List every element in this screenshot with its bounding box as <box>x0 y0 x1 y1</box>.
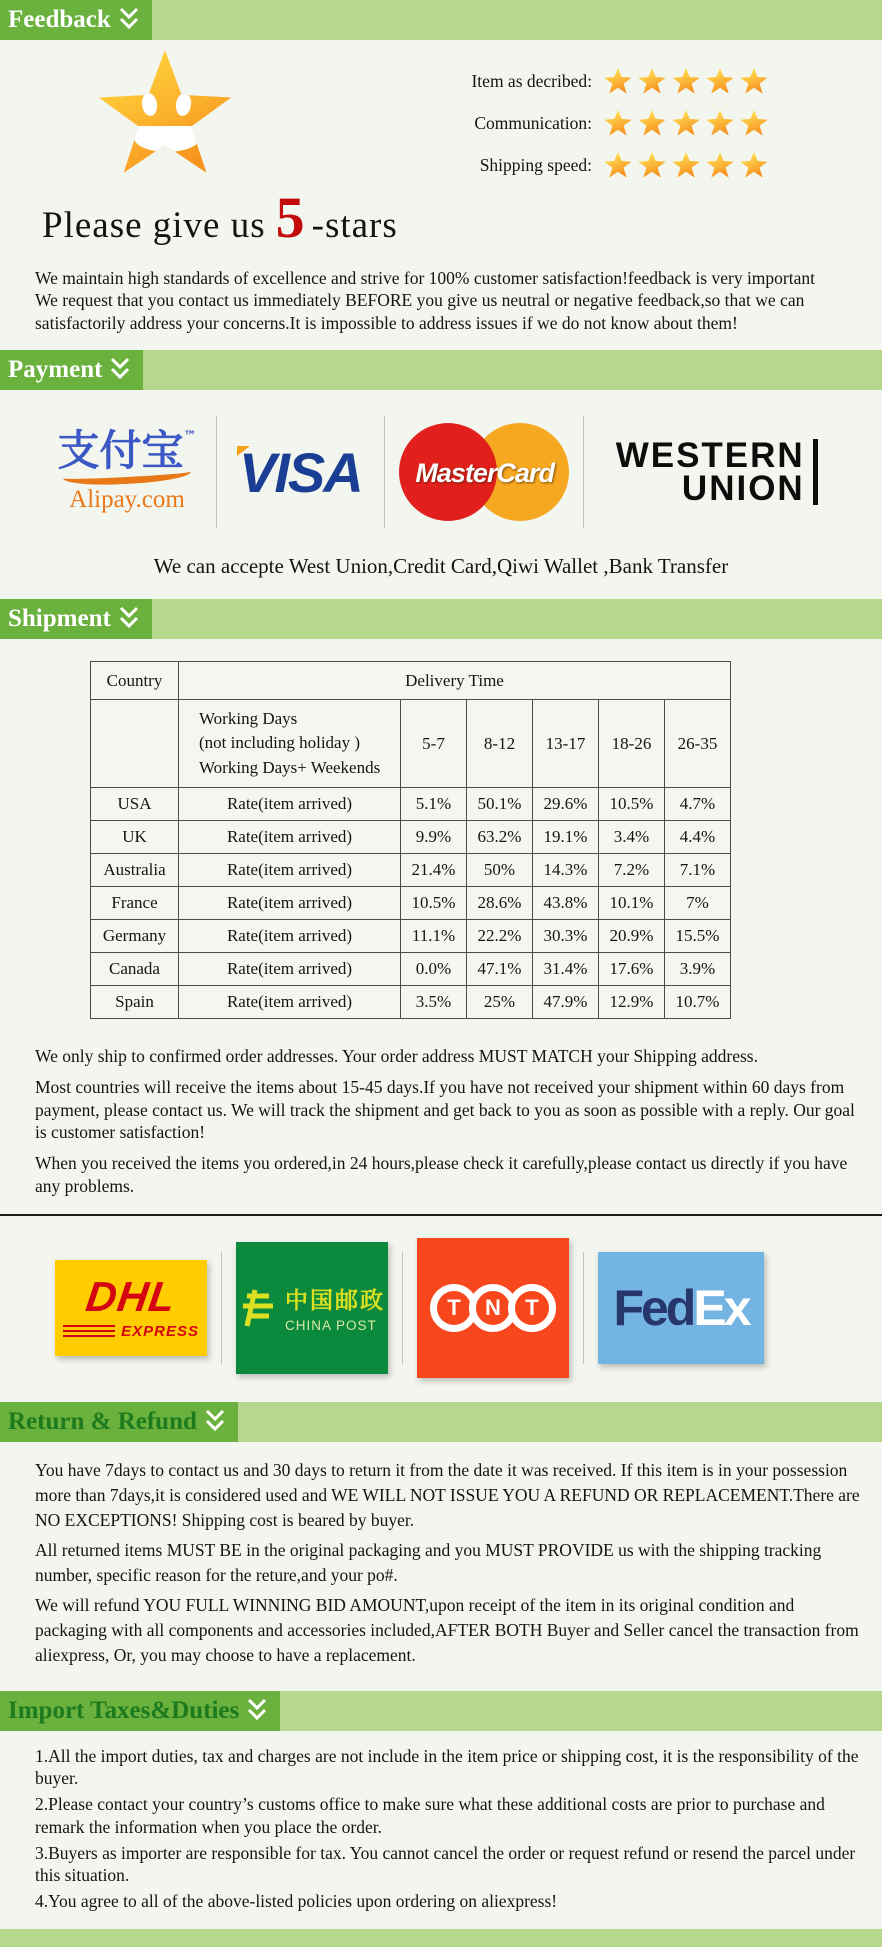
day-range-cell: 8-12 <box>467 700 533 788</box>
rate-cell: 31.4% <box>533 953 599 986</box>
shipment-section <box>0 599 882 1402</box>
rate-cell: 10.5% <box>401 887 467 920</box>
import-taxes-section <box>0 1691 882 1913</box>
rate-cell: 30.3% <box>533 920 599 953</box>
tnt-letter: N <box>485 1294 501 1320</box>
fedex-fed-text: Fed <box>613 1279 694 1336</box>
rate-cell: 47.9% <box>533 986 599 1019</box>
alipay-cn-glyphs: 支付宝 <box>57 426 184 476</box>
china-post-english-text: CHINA POST <box>285 1318 377 1334</box>
return-refund-header-label <box>0 1402 238 1442</box>
five-star-rating <box>604 68 768 95</box>
import-taxes-item: 1.All the import duties, tax and charges are not include in the item price or shipping cost, it is the responsibility of the buyer. <box>35 1745 859 1789</box>
payment-header <box>0 350 882 390</box>
return-refund-header-title: Return & Refund <box>8 1407 197 1435</box>
working-days-cell <box>179 700 401 788</box>
rate-cell: 10.7% <box>665 986 731 1019</box>
rate-cell: 47.1% <box>467 953 533 986</box>
star-icon <box>672 110 700 137</box>
rate-cell: 19.1% <box>533 821 599 854</box>
working-days-row <box>91 700 731 788</box>
rate-cell: 10.5% <box>599 788 665 821</box>
rating-label: Item as decribed: <box>471 71 592 91</box>
rate-cell: 29.6% <box>533 788 599 821</box>
table-row-usa <box>91 788 731 821</box>
delivery-time-table <box>90 661 731 1019</box>
rate-cell: 11.1% <box>401 920 467 953</box>
table-row-germany <box>91 920 731 953</box>
rate-label-cell: Rate(item arrived) <box>179 788 401 821</box>
star-icon <box>706 110 734 137</box>
chevron-down-icon <box>109 356 131 384</box>
chevron-down-icon <box>204 1408 226 1436</box>
country-cell: UK <box>91 821 179 854</box>
mastercard-wordmark: MasterCard <box>415 458 554 489</box>
feedback-header-title: Feedback <box>8 6 111 33</box>
rate-label-cell: Rate(item arrived) <box>179 854 401 887</box>
fedex-wordmark <box>613 1279 748 1337</box>
star-icon <box>604 68 632 95</box>
day-range-cell: 26-35 <box>665 700 731 788</box>
feedback-header <box>0 0 882 40</box>
star-icon <box>706 152 734 179</box>
rate-label-cell: Rate(item arrived) <box>179 821 401 854</box>
feedback-paragraph-line: We request that you contact us immediately BEFORE you give us neutral or negative feedback,so that we can <box>35 290 805 311</box>
empty-cell <box>91 700 179 788</box>
trademark-icon: ™ <box>183 429 197 445</box>
star-eye-right <box>174 92 192 117</box>
star-smile <box>134 126 200 152</box>
rate-cell: 4.4% <box>665 821 731 854</box>
rate-cell: 3.9% <box>665 953 731 986</box>
rate-cell: 50% <box>467 854 533 887</box>
table-row-spain <box>91 986 731 1019</box>
vertical-divider <box>583 1252 584 1364</box>
rating-row-shipping-speed <box>440 152 882 179</box>
feedback-paragraph-line: We maintain high standards of excellence and strive for 100% customer satisfaction!feedback is very important <box>35 268 815 288</box>
rate-cell: 43.8% <box>533 887 599 920</box>
rate-cell: 7.1% <box>665 854 731 887</box>
feedback-section <box>0 0 882 334</box>
payment-logos-row <box>0 390 882 544</box>
star-icon <box>638 68 666 95</box>
dhl-express-text: EXPRESS <box>121 1322 199 1340</box>
accepted-payments-text: We can accepte West Union,Credit Card,Qiwi Wallet ,Bank Transfer <box>153 554 729 579</box>
country-cell: France <box>91 887 179 920</box>
return-refund-section <box>0 1402 882 1669</box>
rate-cell: 12.9% <box>599 986 665 1019</box>
country-cell: USA <box>91 788 179 821</box>
hero-caption-number: 5 <box>275 185 306 250</box>
chevron-down-icon <box>246 1697 268 1725</box>
import-taxes-item: 4.You agree to all of the above-listed policies upon ordering on aliexpress! <box>35 1891 558 1912</box>
rate-cell: 17.6% <box>599 953 665 986</box>
tnt-letter: T <box>525 1294 539 1320</box>
rate-label-cell: Rate(item arrived) <box>179 953 401 986</box>
rate-label-cell: Rate(item arrived) <box>179 986 401 1019</box>
star-eye-left <box>140 92 158 117</box>
rate-cell: 9.9% <box>401 821 467 854</box>
country-header-cell: Country <box>91 662 179 700</box>
return-policy-paragraph: We will refund YOU FULL WINNING BID AMOUNT,upon receipt of the item in its original condition and packaging with all components and accessories included,AFTER BOTH Buyer and Seller cancel the transaction from aliexpress, Or, you may choose to have a replacement. <box>35 1594 859 1666</box>
rate-cell: 4.7% <box>665 788 731 821</box>
working-days-line: Working Days+ Weekends <box>199 757 381 777</box>
china-post-texts <box>285 1282 385 1333</box>
vertical-divider <box>384 416 385 528</box>
star-icon <box>706 68 734 95</box>
rate-cell: 0.0% <box>401 953 467 986</box>
star-icon <box>638 110 666 137</box>
rate-cell: 15.5% <box>665 920 731 953</box>
table-row-uk <box>91 821 731 854</box>
vertical-divider <box>583 416 584 528</box>
tnt-letter-circle <box>508 1284 556 1332</box>
return-policy-paragraph: You have 7days to contact us and 30 days to return it from the date it was received. If this item is in your possession more than 7days,it is considered used and WE WILL NOT ISSUE YOU A REFUND OR REPLACEMENT.There are NO EXCEPTIONS! Shipping cost is beared by buyer. <box>35 1459 860 1531</box>
rating-row-item-as-described <box>440 68 882 95</box>
fedex-ex-text: Ex <box>693 1279 749 1336</box>
rate-cell: 3.5% <box>401 986 467 1019</box>
star-icon <box>638 152 666 179</box>
dhl-logo <box>55 1260 207 1356</box>
five-star-rating <box>604 110 768 137</box>
western-union-line2: UNION <box>681 469 805 509</box>
rate-cell: 7% <box>665 887 731 920</box>
star-icon <box>740 110 768 137</box>
western-union-line1: WESTERN <box>615 435 805 475</box>
shipping-notes <box>35 1045 870 1198</box>
smiley-star-icon <box>96 50 234 182</box>
payment-section <box>0 350 882 579</box>
shipping-note: Most countries will receive the items about 15-45 days.If you have not received your shipment within 60 days from payment, please contact us. We will track the shipment and get back to you as soon as possible with a reply. Our goal is customer satisfaction! <box>35 1076 855 1143</box>
rate-cell: 28.6% <box>467 887 533 920</box>
rate-cell: 25% <box>467 986 533 1019</box>
import-taxes-item: 3.Buyers as importer are responsible for tax. You cannot cancel the order or request refund or resend the parcel under this situation. <box>35 1842 856 1886</box>
rate-cell: 50.1% <box>467 788 533 821</box>
western-union-logo <box>615 435 818 509</box>
country-cell: Australia <box>91 854 179 887</box>
feedback-paragraph-line: satisfactorily address your concerns.It is impossible to address issues if we do not know about them! <box>35 312 738 333</box>
day-range-cell: 5-7 <box>401 700 467 788</box>
dhl-wordmark: DHL <box>83 1272 180 1320</box>
rate-cell: 5.1% <box>401 788 467 821</box>
shipping-note: When you received the items you ordered,in 24 hours,please check it carefully,please contact us directly if you have any problems. <box>35 1153 848 1196</box>
courier-logos-row <box>0 1216 882 1402</box>
rate-cell: 10.1% <box>599 887 665 920</box>
import-taxes-text <box>35 1745 870 1913</box>
working-days-line: (not including holiday ) <box>199 733 361 753</box>
dhl-stripes <box>63 1325 115 1337</box>
vertical-divider <box>216 416 217 528</box>
star-icon <box>740 152 768 179</box>
chevron-down-icon <box>118 605 140 633</box>
vertical-divider <box>402 1252 403 1364</box>
day-range-cell: 13-17 <box>533 700 599 788</box>
shipment-header-title: Shipment <box>8 605 111 633</box>
shipping-note: We only ship to confirmed order addresses. Your order address MUST MATCH your Shipping address. <box>35 1046 758 1067</box>
payment-header-title: Payment <box>8 356 103 384</box>
vertical-divider <box>221 1252 222 1364</box>
rate-cell: 21.4% <box>401 854 467 887</box>
return-refund-text <box>35 1458 870 1669</box>
shipment-header <box>0 599 882 639</box>
rate-cell: 63.2% <box>467 821 533 854</box>
import-taxes-header-label <box>0 1691 280 1731</box>
day-range-cell: 18-26 <box>599 700 665 788</box>
hero-caption <box>42 184 440 251</box>
rating-label: Communication: <box>474 113 592 133</box>
star-icon <box>672 68 700 95</box>
tnt-logo <box>417 1238 569 1378</box>
rating-row-communication <box>440 110 882 137</box>
tnt-letter: T <box>447 1294 461 1320</box>
rate-cell: 14.3% <box>533 854 599 887</box>
hero-caption-before: Please give us <box>42 205 266 246</box>
china-post-emblem-icon <box>239 1286 277 1330</box>
star-icon <box>604 152 632 179</box>
hero-caption-after: -stars <box>311 205 398 246</box>
rate-cell: 20.9% <box>599 920 665 953</box>
five-star-rating <box>604 152 768 179</box>
feedback-hero <box>0 40 882 253</box>
star-icon <box>672 152 700 179</box>
country-cell: Spain <box>91 986 179 1019</box>
import-taxes-header-title: Import Taxes&Duties <box>8 1696 240 1724</box>
fedex-logo <box>598 1252 764 1364</box>
rating-label: Shipping speed: <box>479 155 592 175</box>
star-icon <box>604 110 632 137</box>
country-cell: Germany <box>91 920 179 953</box>
rate-label-cell: Rate(item arrived) <box>179 920 401 953</box>
rate-cell: 3.4% <box>599 821 665 854</box>
rate-cell: 22.2% <box>467 920 533 953</box>
return-refund-header <box>0 1402 882 1442</box>
table-row-canada <box>91 953 731 986</box>
import-taxes-header <box>0 1691 882 1731</box>
feedback-hero-left <box>0 46 440 251</box>
feedback-header-label <box>0 0 152 40</box>
table-header-row <box>91 662 731 700</box>
feedback-paragraph <box>35 267 872 334</box>
feedback-ratings <box>440 46 882 251</box>
visa-logo: VISA <box>231 440 370 505</box>
china-post-logo <box>236 1242 388 1374</box>
shipment-header-label <box>0 599 152 639</box>
mastercard-logo <box>399 422 569 522</box>
dhl-express-row <box>63 1323 199 1340</box>
rate-cell: 7.2% <box>599 854 665 887</box>
china-post-chinese-text: 中国邮政 <box>285 1288 385 1315</box>
country-cell: Canada <box>91 953 179 986</box>
working-days-line: Working Days <box>199 708 298 728</box>
chevron-down-icon <box>118 6 140 34</box>
table-row-australia <box>91 854 731 887</box>
alipay-domain-text: Alipay.com <box>69 486 185 514</box>
payment-header-label <box>0 350 143 390</box>
star-icon <box>740 68 768 95</box>
alipay-logo <box>52 426 202 514</box>
table-row-france <box>91 887 731 920</box>
rate-label-cell: Rate(item arrived) <box>179 887 401 920</box>
return-policy-paragraph: All returned items MUST BE in the original packaging and you MUST PROVIDE us with the shipping tracking number, specific reason for the reture,and your po#. <box>35 1539 822 1586</box>
import-taxes-item: 2.Please contact your country’s customs office to make sure what these additional costs are prior to purchase and remark the information when you place the order. <box>35 1794 825 1837</box>
bottom-green-bar <box>0 1929 882 1947</box>
delivery-time-header-cell: Delivery Time <box>179 662 731 700</box>
